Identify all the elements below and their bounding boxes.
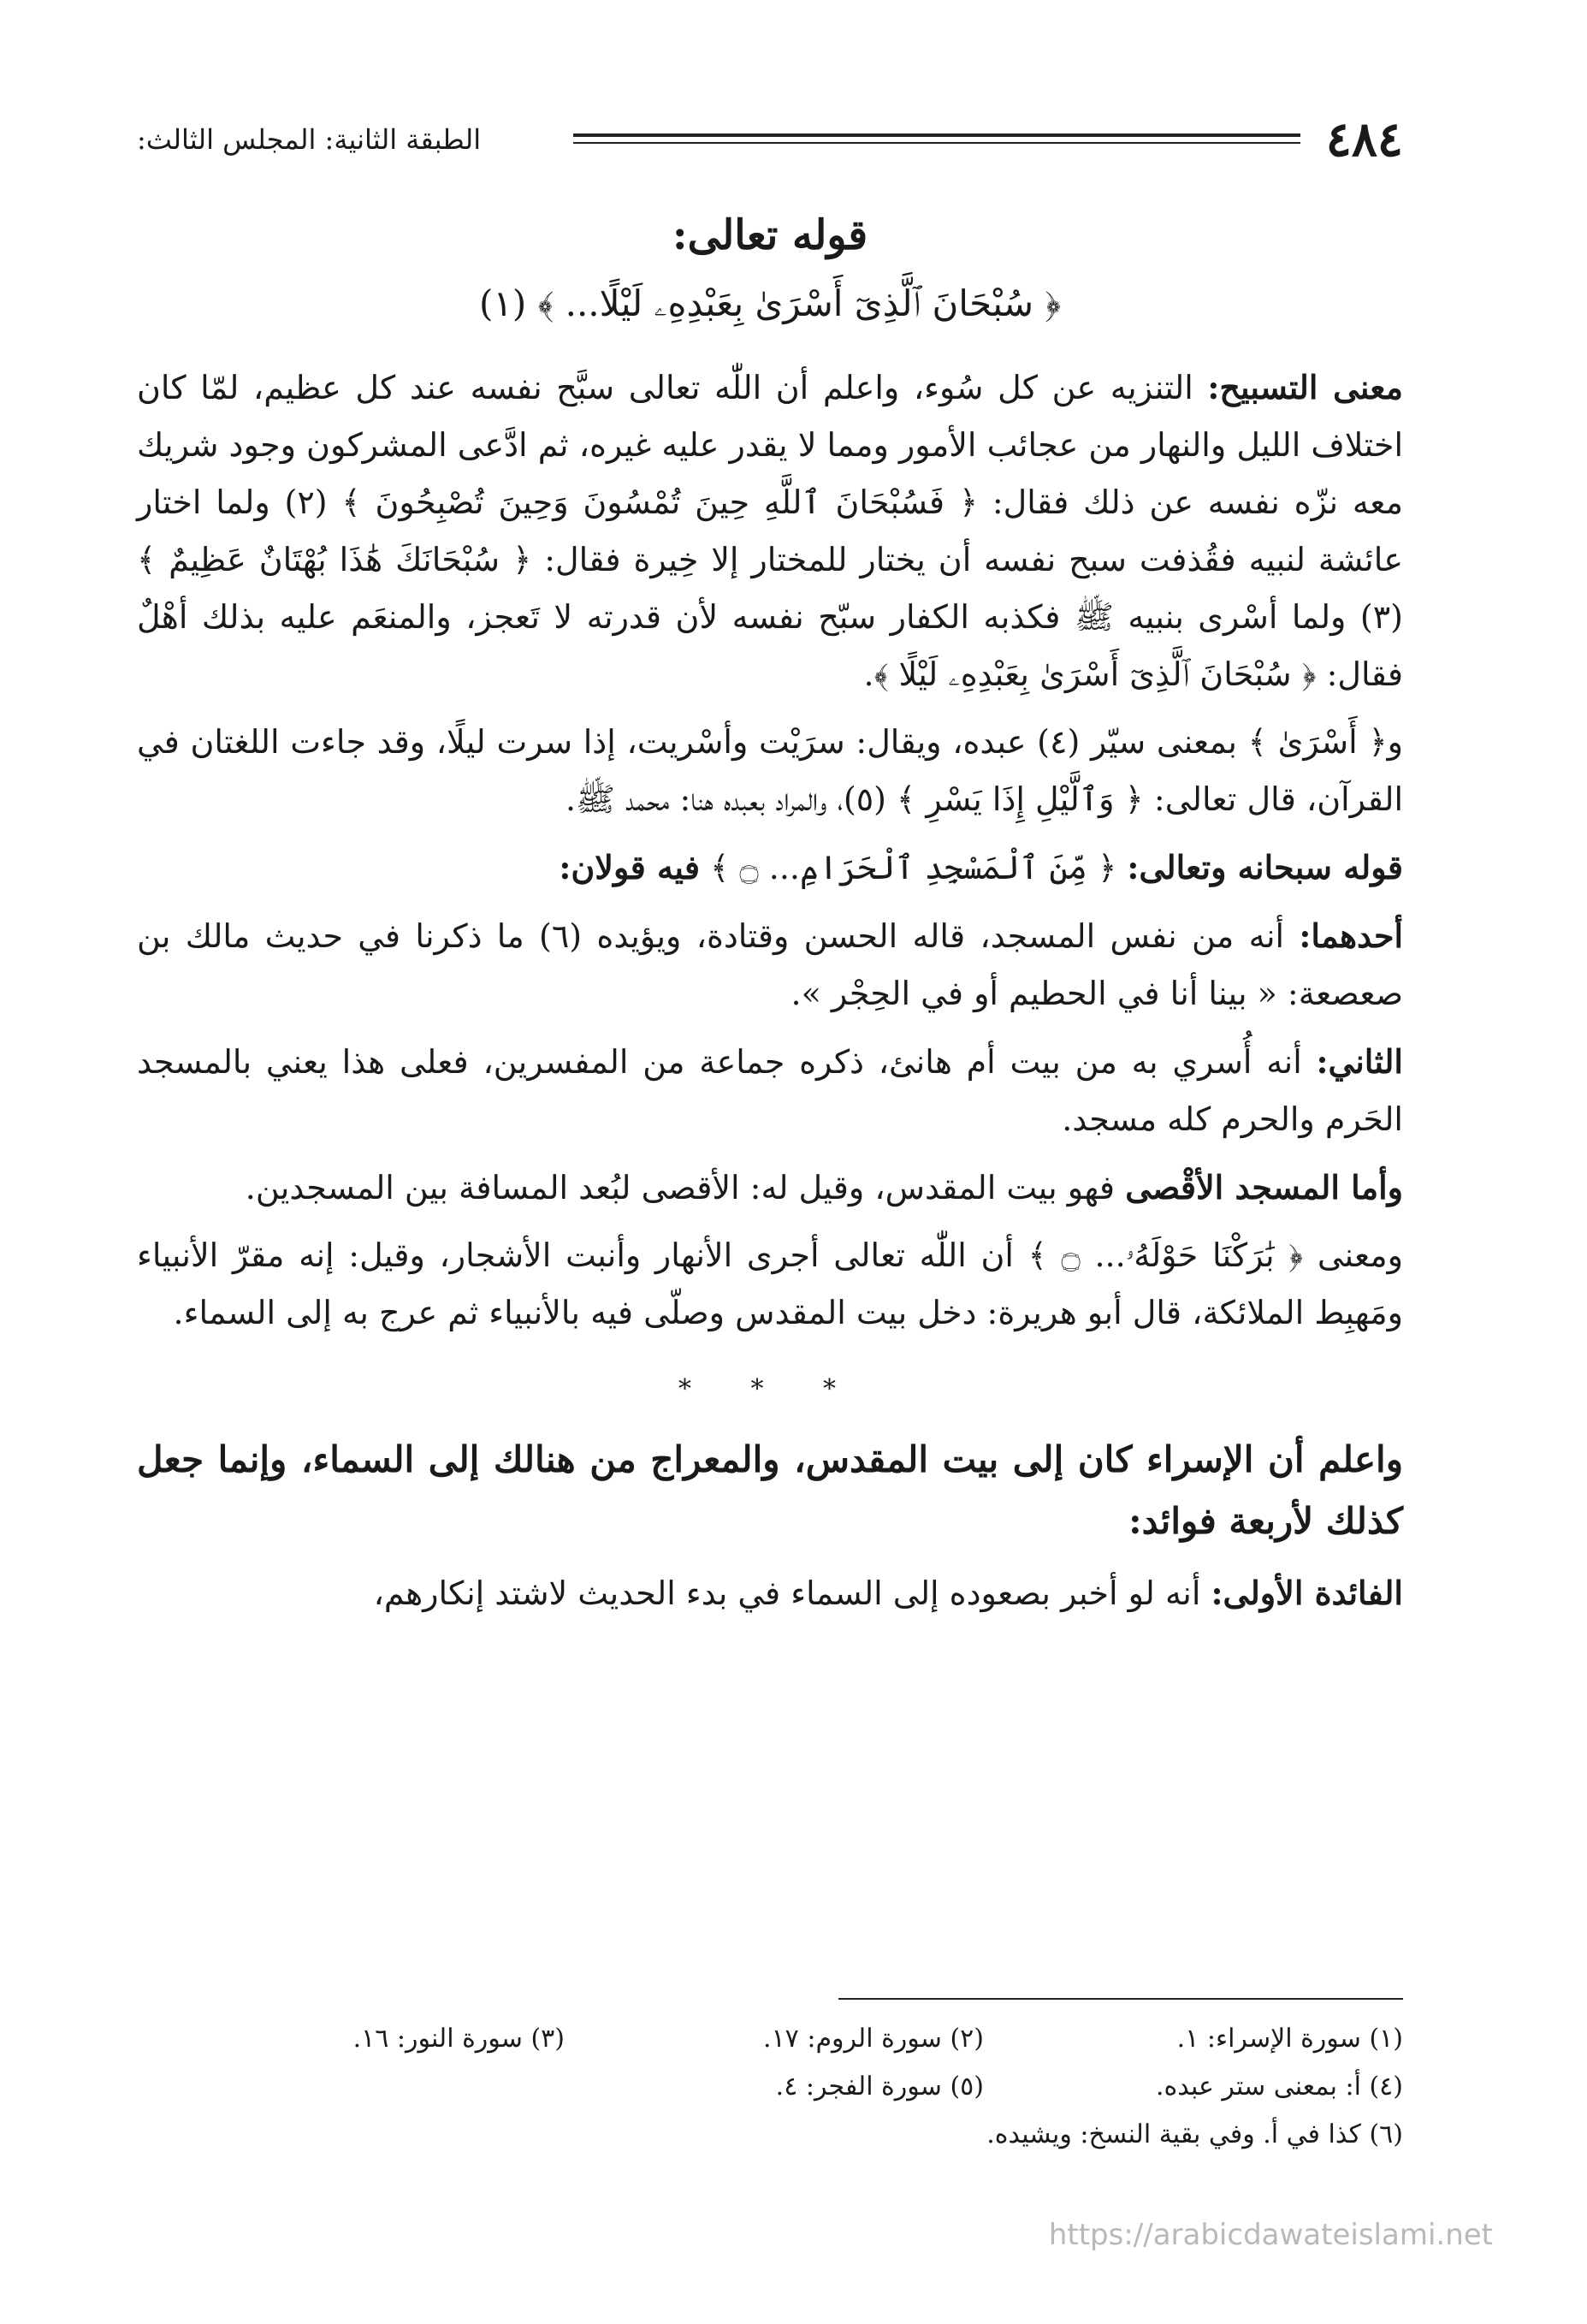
footnote-row: [137, 2111, 1403, 2159]
term-label: وأما المسجد الأقْصى: [1125, 1168, 1403, 1206]
footnote-5: (٥) سورة الفجر: ٤.: [775, 2072, 984, 2102]
term-label: معنى التسبيح:: [1207, 368, 1403, 406]
paragraph-first-opinion: [137, 907, 1403, 1023]
paragraph-text: أنه من نفس المسجد، قاله الحسن وقتادة، ويؤيده (٦) ما ذكرنا في حديث مالك بن صعصعة: « بينا أنا في الحطيم أو في الحِجْر ».: [137, 917, 1403, 1012]
paragraph-text: فهو بيت المقدس، وقيل له: الأقصى لبُعد المسافة بين المسجدين.: [245, 1169, 1126, 1206]
verse-fragment: ﴿ مِّنَ ٱلْمَسْجِدِ ٱلْحَرَامِ... ۝ ﴾: [699, 849, 1128, 886]
paragraph-masjid-haram: [137, 839, 1403, 897]
paragraph-text: أنه لو أخبر بصعوده إلى السماء في بدء الحديث لاشتد إنكارهم،: [373, 1574, 1211, 1612]
paragraph-barakna: [137, 1227, 1403, 1342]
paragraph-asra: [137, 714, 1403, 828]
section-divider: * * *: [678, 1374, 862, 1404]
paragraph-text: التنزيه عن كل سُوء، واعلم أن اللّٰه تعالى سبَّح نفسه عند كل عظيم، لمّا كان اختلاف الليل والنهار من عجائب الأمور ومما لا يقدر عليه غيره، ثم ادَّعى المشركون وجود شريك معه نزّه نفسه عن ذلك فقال: ﴿ فَسُبْحَانَ ٱللَّهِ حِينَ تُمْسُونَ وَحِينَ تُصْبِحُونَ ﴾ (٢) ولما اختار عائشة لنبيه فقُذفت سبح نفسه أن يختار للمختار إلا خِيرة فقال: ﴿ سُبْحَانَكَ هَٰذَا بُهْتَانٌ عَظِيمٌ ﴾ (٣) ولما أسْرى بنبيه ﷺ فكذبه الكفار سبّح نفسه لأن قدرته لا تَعجز، والمنعَم عليه بذلك أهْلٌ فقال: ﴿ سُبْحَانَ ٱلَّذِىٓ أَسْرَىٰ بِعَبْدِهِۦ لَيْلًا ﴾.: [137, 369, 1404, 693]
footnote-row: [137, 2063, 1403, 2111]
paragraph-second-opinion: [137, 1033, 1403, 1148]
paragraph-masjid-aqsa: [137, 1159, 1403, 1217]
footnote-rule: [838, 1998, 1403, 2000]
footnote-6: (٦) كذا في أ. وفي بقية النسخ: ويشيده.: [986, 2119, 1403, 2149]
footnote-3: (٣) سورة النور: ١٦.: [352, 2024, 565, 2054]
main-text: [137, 201, 1403, 1633]
term-label: الفائدة الأولى:: [1211, 1574, 1403, 1612]
footnotes: [137, 2015, 1403, 2159]
paragraph-text: و﴿ أَسْرَىٰ ﴾ بمعنى سيّر (٤) عبده، ويقال: سرَيْت وأسْريت، إذا سرت ليلًا، وقد جاءت اللغتان في القرآن، قال تعالى: ﴿ وَٱلَّيْلِ إِذَا يَسْرِ ﴾ (٥)، والمراد بعبده هنا: محمد ﷺ.: [137, 723, 1403, 818]
term-label: الثاني:: [1316, 1042, 1403, 1081]
footnote-row: [137, 2015, 1403, 2063]
term-label: فيه قولان:: [559, 848, 700, 886]
page-number: ٤٨٤: [1325, 111, 1403, 168]
paragraph-text: أنه أُسري به من بيت أم هانئ، ذكره جماعة من المفسرين، فعلى هذا يعني بالمسجد الحَرم والحرم كله مسجد.: [137, 1043, 1403, 1138]
isra-heading: واعلم أن الإسراء كان إلى بيت المقدس، والمعراج من هنالك إلى السماء، وإنما جعل كذلك لأربعة فوائد:: [137, 1438, 1403, 1542]
paragraph-first-benefit: [137, 1564, 1403, 1622]
paragraph-tasbih: [137, 359, 1403, 703]
footnote-2: (٢) سورة الروم: ١٧.: [763, 2024, 984, 2054]
term-label: قوله سبحانه وتعالى:: [1127, 848, 1403, 886]
page-header: [137, 110, 1403, 169]
watermark-url: https://arabicdawateislami.net: [1048, 2218, 1493, 2252]
header-rule: [573, 133, 1300, 144]
term-label: أحدهما:: [1299, 916, 1403, 955]
paragraph-text: ومعنى ﴿ بَٰرَكْنَا حَوْلَهُۥ... ۝ ﴾ أن اللّٰه تعالى أجرى الأنهار وأنبت الأشجار، وقيل: إنه مقرّ الأنبياء ومَهبِط الملائكة، قال أبو هريرة: دخل بيت المقدس وصلّى فيه بالأنبياء ثم عرج به إلى السماء.: [137, 1236, 1403, 1331]
footnote-4: (٤) أ: بمعنى ستر عبده.: [1155, 2072, 1403, 2102]
running-title: الطبقة الثانية: المجلس الثالث:: [137, 123, 482, 156]
section-title: قوله تعالى:: [672, 211, 868, 259]
quran-verse: ﴿ سُبْحَانَ ٱلَّذِىٓ أَسْرَىٰ بِعَبْدِهِۦ لَيْلًا... ﴾ (١): [478, 282, 1062, 324]
footnote-1: (١) سورة الإسراء: ١.: [1176, 2024, 1403, 2054]
